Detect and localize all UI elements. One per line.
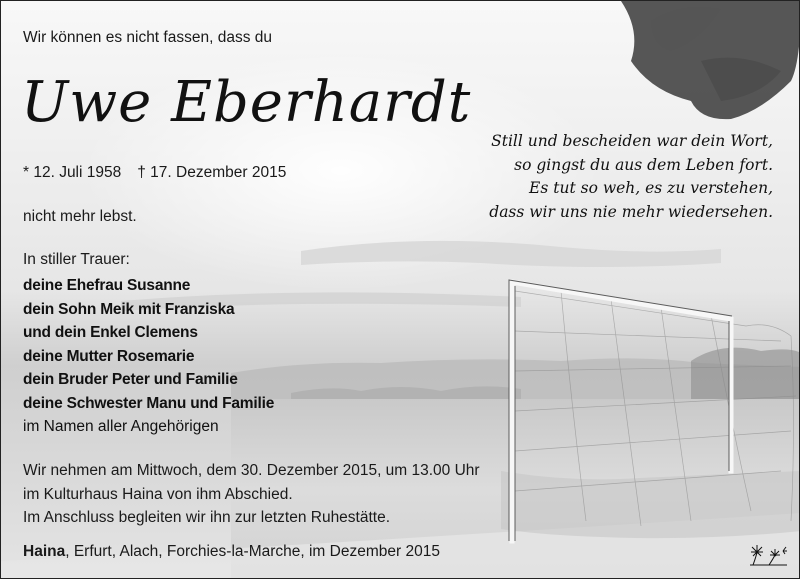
places-and-date: [23, 542, 440, 562]
intro-text: Wir können es nicht fassen, dass du: [23, 29, 272, 46]
poem-line: so gingst du aus dem Leben fort.: [514, 155, 773, 174]
funeral-line: im Kulturhaus Haina von ihm Abschied.: [23, 485, 293, 503]
mourner-line: deine Schwester Manu und Familie: [23, 394, 275, 412]
dandelion-logo-icon: [747, 543, 791, 567]
poem-line: Still und bescheiden war dein Wort,: [491, 132, 773, 150]
funeral-line: Im Anschluss begleiten wir ihn zur letzten Ruhestätte.: [23, 509, 391, 526]
mourning-intro: In stiller Trauer:: [23, 251, 130, 268]
notice-content: [1, 1, 800, 579]
mourner-line: deine Ehefrau Susanne: [23, 277, 191, 294]
mourners-list: [23, 274, 274, 439]
intro-continuation: nicht mehr lebst.: [23, 208, 137, 225]
poem: [489, 130, 773, 224]
deceased-name: Uwe Eberhardt: [21, 70, 472, 135]
death-date: † 17. Dezember 2015: [137, 164, 287, 181]
mourners-closing: im Namen aller Angehörigen: [23, 418, 219, 435]
mourner-line: dein Bruder Peter und Familie: [23, 371, 238, 388]
birth-date: * 12. Juli 1958: [23, 164, 122, 181]
poem-line: Es tut so weh, es zu verstehen,: [529, 179, 773, 197]
poem-line: dass wir uns nie mehr wiedersehen.: [489, 202, 773, 221]
funeral-info: [23, 459, 480, 530]
mourner-line: und dein Enkel Clemens: [23, 324, 198, 341]
mourner-line: deine Mutter Rosemarie: [23, 347, 195, 365]
life-dates: [23, 163, 286, 183]
place-rest: , Erfurt, Alach, Forchies-la-Marche, im Dezember 2015: [65, 543, 440, 560]
mourner-line: dein Sohn Meik mit Franziska: [23, 300, 235, 318]
place-primary: Haina: [23, 543, 66, 560]
funeral-line: Wir nehmen am Mittwoch, dem 30. Dezember 2015, um 13.00 Uhr: [23, 462, 480, 479]
